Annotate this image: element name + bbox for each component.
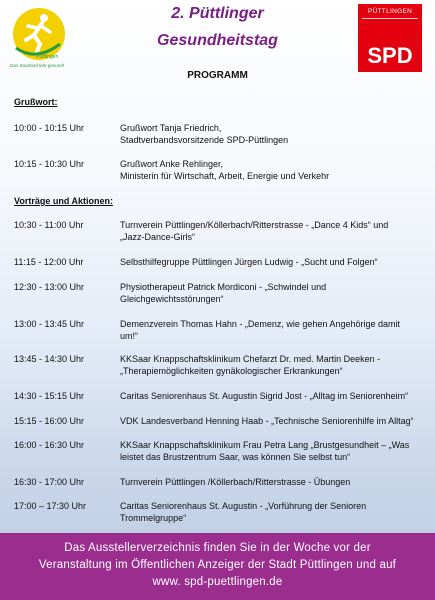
row-description [120,219,420,243]
row-description [120,390,420,402]
footer-text [8,540,427,591]
row-time: 10:30 - 11:00 Uhr [14,220,84,230]
row-desc-line1: Grußwort Tanja Friedrich, [120,123,222,133]
row-time: 11:15 - 12:00 Uhr [14,257,84,267]
row-time: 10:00 - 10:15 Uhr [14,123,85,133]
row-description [120,256,420,268]
row-desc-line1: Demenzverein Thomas Hahn - „Demenz, wie gehen Angehörige damit [120,319,400,329]
spd-logo-divider [362,18,418,19]
section-grusswort: Grußwort: [14,97,58,107]
logo-town-text: Püttlingen [36,54,59,60]
row-description [120,318,420,342]
row-description [120,415,420,427]
row-desc-line1: Selbsthilfegruppe Püttlingen Jürgen Ludwig - „Sucht und Folgen“ [120,257,378,267]
row-desc-line1: KKSaar Knappschaftsklinikum Frau Petra Lang „Brustgesundheit – „Was [120,440,410,450]
row-time: 14:30 - 15:15 Uhr [14,391,85,401]
row-desc-line2: „Therapiemöglichkeiten gynäkologischer Erkrankungen“ [120,366,343,376]
row-desc-line1: Grußwort Anke Rehlinger, [120,159,224,169]
row-time: 13:45 - 14:30 Uhr [14,354,85,364]
row-time: 16:00 - 16:30 Uhr [14,440,85,450]
row-desc-line2: „Jazz-Dance-Girls“ [120,232,196,242]
row-desc-line2: leistet das Brustzentrum Saar, was können Sie selbst tun“ [120,452,351,462]
row-desc-line1: VDK Landesverband Henning Haab - „Technische Seniorenhilfe im Alltag“ [120,416,414,426]
row-description [120,158,420,182]
row-desc-line2: Stadtverbandsvorsitzende SPD-Püttlingen [120,135,289,145]
row-desc-line1: Caritas Seniorenhaus St. Augustin - „Vorführung der Senioren [120,501,367,511]
page-title-line1: 2. Püttlinger [171,5,264,22]
footer-line1: Das Ausstellerverzeichnis finden Sie in der Woche vor der [64,542,371,554]
row-time: 15:15 - 16:00 Uhr [14,416,85,426]
footer-banner [0,533,435,600]
section-vortraege: Vorträge und Aktionen: [14,196,113,206]
row-desc-line1: KKSaar Knappschaftsklinikum Chefarzt Dr. med. Martin Deeken - [120,354,381,364]
logo-slogan-text: Das Saarland lebt gesund! [10,63,65,68]
row-desc-line1: Physiotherapeut Patrick Mordiconi - „Schwindel und [120,282,327,292]
row-desc-line1: Turnverein Püttlingen/Köllerbach/Ritterstrasse - „Dance 4 Kids“ und [120,220,389,230]
page-title-line2: Gesundheitstag [157,32,278,49]
row-description [120,476,420,488]
footer-website-link[interactable]: www. spd-puettlingen.de [152,576,283,588]
spd-logo-name: SPD [367,43,413,68]
row-time: 16:30 - 17:00 Uhr [14,477,85,487]
row-desc-line2: Trommelgruppe“ [120,513,187,523]
programm-heading: PROGRAMM [187,70,248,81]
spd-logo [358,4,422,72]
row-time: 12:30 - 13:00 Uhr [14,282,85,292]
row-description [120,122,420,146]
row-desc-line2: Gleichgewichtsstörungen“ [120,294,224,304]
row-desc-line2: um!“ [120,331,138,341]
row-desc-line2: Ministerin für Wirtschaft, Arbeit, Energie und Verkehr [120,171,330,181]
row-desc-line1: Turnverein Püttlingen /Köllerbach/Ritterstrasse - Übungen [120,477,351,487]
row-description [120,281,420,305]
row-time: 13:00 - 13:45 Uhr [14,319,85,329]
row-description [120,500,420,524]
row-desc-line1: Caritas Seniorenhaus St. Augustin Sigrid Jost - „Alltag im Seniorenheim“ [120,391,409,401]
row-time: 10:15 - 10:30 Uhr [14,159,85,169]
footer-line2: Veranstaltung im Öffentlichen Anzeiger der Stadt Püttlingen und auf [38,559,397,571]
spd-logo-town: PÜTTLINGEN [367,8,413,15]
row-time: 17:00 – 17:30 Uhr [14,501,87,511]
row-description [120,353,420,377]
row-description [120,439,420,463]
